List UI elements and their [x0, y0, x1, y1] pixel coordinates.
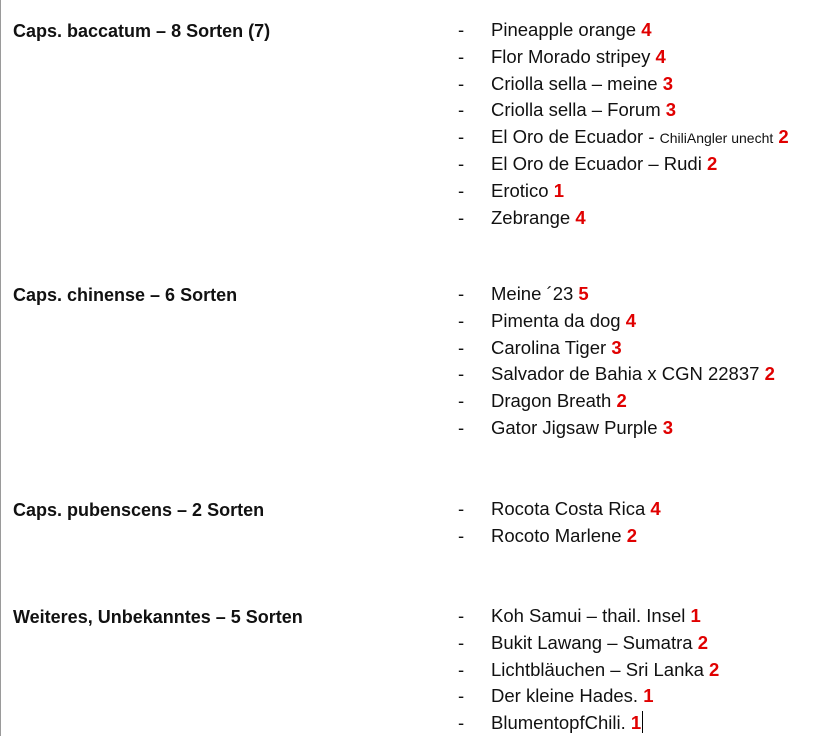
- variety-name: Pineapple orange: [491, 19, 637, 40]
- variety-entry: [491, 630, 708, 657]
- section-heading[interactable]: Caps. pubenscens – 2 Sorten: [13, 500, 265, 520]
- list-dash-bullet: -: [458, 498, 465, 519]
- list-dash-bullet: -: [458, 712, 465, 734]
- list-dash-bullet: -: [458, 99, 465, 121]
- variety-name: Erotico: [491, 179, 549, 201]
- variety-name: Criolla sella – Forum: [491, 99, 661, 121]
- variety-entry: [491, 178, 564, 205]
- variety-rating: 5: [578, 283, 589, 304]
- list-dash-bullet: -: [458, 336, 465, 358]
- variety-name: Der kleine Hades.: [491, 685, 639, 707]
- variety-name: El Oro de Ecuador -: [491, 126, 655, 148]
- variety-name: Koh Samui – thail. Insel: [491, 605, 686, 626]
- list-dash-bullet: -: [458, 283, 465, 304]
- variety-rating: 2: [697, 631, 708, 653]
- list-dash-bullet: -: [458, 19, 465, 40]
- variety-name: Rocota Costa Rica: [491, 498, 646, 519]
- section-heading[interactable]: Caps. chinense – 6 Sorten: [13, 285, 238, 305]
- variety-name: Rocoto Marlene: [491, 524, 622, 546]
- list-dash-bullet: -: [458, 631, 465, 653]
- variety-entry: [491, 308, 636, 335]
- variety-name: Flor Morado stripey: [491, 45, 651, 67]
- variety-name: Bukit Lawang – Sumatra: [491, 631, 693, 653]
- list-dash-bullet: -: [458, 72, 465, 94]
- variety-rating: 2: [706, 152, 718, 174]
- section-heading[interactable]: Caps. baccatum – 8 Sorten (7): [13, 21, 271, 41]
- variety-entry: [491, 97, 676, 124]
- variety-rating: 4: [655, 45, 666, 67]
- variety-rating: 3: [665, 99, 677, 121]
- text-cursor: [642, 711, 643, 733]
- variety-rating: 2: [616, 390, 627, 412]
- variety-rating: 1: [690, 605, 701, 626]
- variety-entry: [491, 683, 653, 710]
- list-dash-bullet: -: [458, 126, 465, 148]
- variety-rating: 1: [643, 685, 654, 707]
- section-heading[interactable]: Weiteres, Unbekanntes – 5 Sorten: [13, 607, 303, 627]
- list-dash-bullet: -: [458, 45, 465, 67]
- list-dash-bullet: -: [458, 416, 465, 438]
- variety-name: Meine ´23: [491, 283, 574, 304]
- variety-entry: [491, 124, 789, 152]
- variety-rating: 1: [553, 179, 565, 201]
- list-dash-bullet: -: [458, 206, 465, 228]
- variety-name: Carolina Tiger: [491, 336, 607, 358]
- variety-rating: 2: [764, 363, 775, 385]
- variety-name: Zebrange: [491, 206, 571, 228]
- variety-rating: 3: [611, 336, 622, 358]
- variety-entry: [491, 361, 775, 388]
- variety-entry: [491, 523, 637, 550]
- page-left-edge: [0, 0, 1, 736]
- variety-name: Criolla sella – meine: [491, 72, 658, 94]
- variety-rating: 1: [630, 712, 642, 734]
- list-dash-bullet: -: [458, 309, 465, 331]
- variety-name: Gator Jigsaw Purple: [491, 416, 658, 438]
- variety-rating: 2: [626, 524, 638, 546]
- list-dash-bullet: -: [458, 658, 465, 680]
- list-dash-bullet: -: [458, 390, 465, 412]
- variety-rating: 4: [650, 498, 661, 519]
- variety-rating: 3: [662, 416, 674, 438]
- variety-entry: [491, 44, 666, 71]
- variety-entry: [491, 496, 661, 523]
- list-dash-bullet: -: [458, 685, 465, 707]
- variety-name: Lichtbläuchen – Sri Lanka: [491, 658, 704, 680]
- variety-rating: 3: [662, 72, 674, 94]
- variety-rating: 4: [641, 19, 652, 40]
- list-dash-bullet: -: [458, 152, 465, 174]
- variety-entry: [491, 71, 673, 98]
- variety-name: El Oro de Ecuador – Rudi: [491, 152, 702, 174]
- variety-entry: [491, 17, 651, 44]
- variety-entry: [491, 388, 627, 415]
- list-dash-bullet: -: [458, 605, 465, 626]
- list-dash-bullet: -: [458, 524, 465, 546]
- variety-entry: [491, 335, 622, 362]
- variety-note: ChiliAngler unecht: [659, 130, 774, 147]
- variety-entry: [491, 710, 643, 737]
- variety-rating: 4: [625, 309, 637, 331]
- variety-rating: 2: [709, 658, 720, 680]
- variety-entry: [491, 281, 589, 308]
- list-dash-bullet: -: [458, 363, 465, 385]
- variety-name: Salvador de Bahia x CGN 22837: [491, 363, 760, 385]
- variety-name: Dragon Breath: [491, 390, 612, 412]
- variety-entry: [491, 603, 701, 630]
- variety-entry: [491, 151, 717, 178]
- variety-entry: [491, 657, 719, 684]
- list-dash-bullet: -: [458, 179, 465, 201]
- variety-entry: [491, 415, 673, 442]
- variety-rating: 2: [778, 126, 789, 148]
- variety-name: Pimenta da dog: [491, 309, 621, 331]
- variety-entry: [491, 205, 586, 232]
- variety-rating: 4: [575, 206, 586, 228]
- variety-name: BlumentopfChili.: [491, 712, 626, 734]
